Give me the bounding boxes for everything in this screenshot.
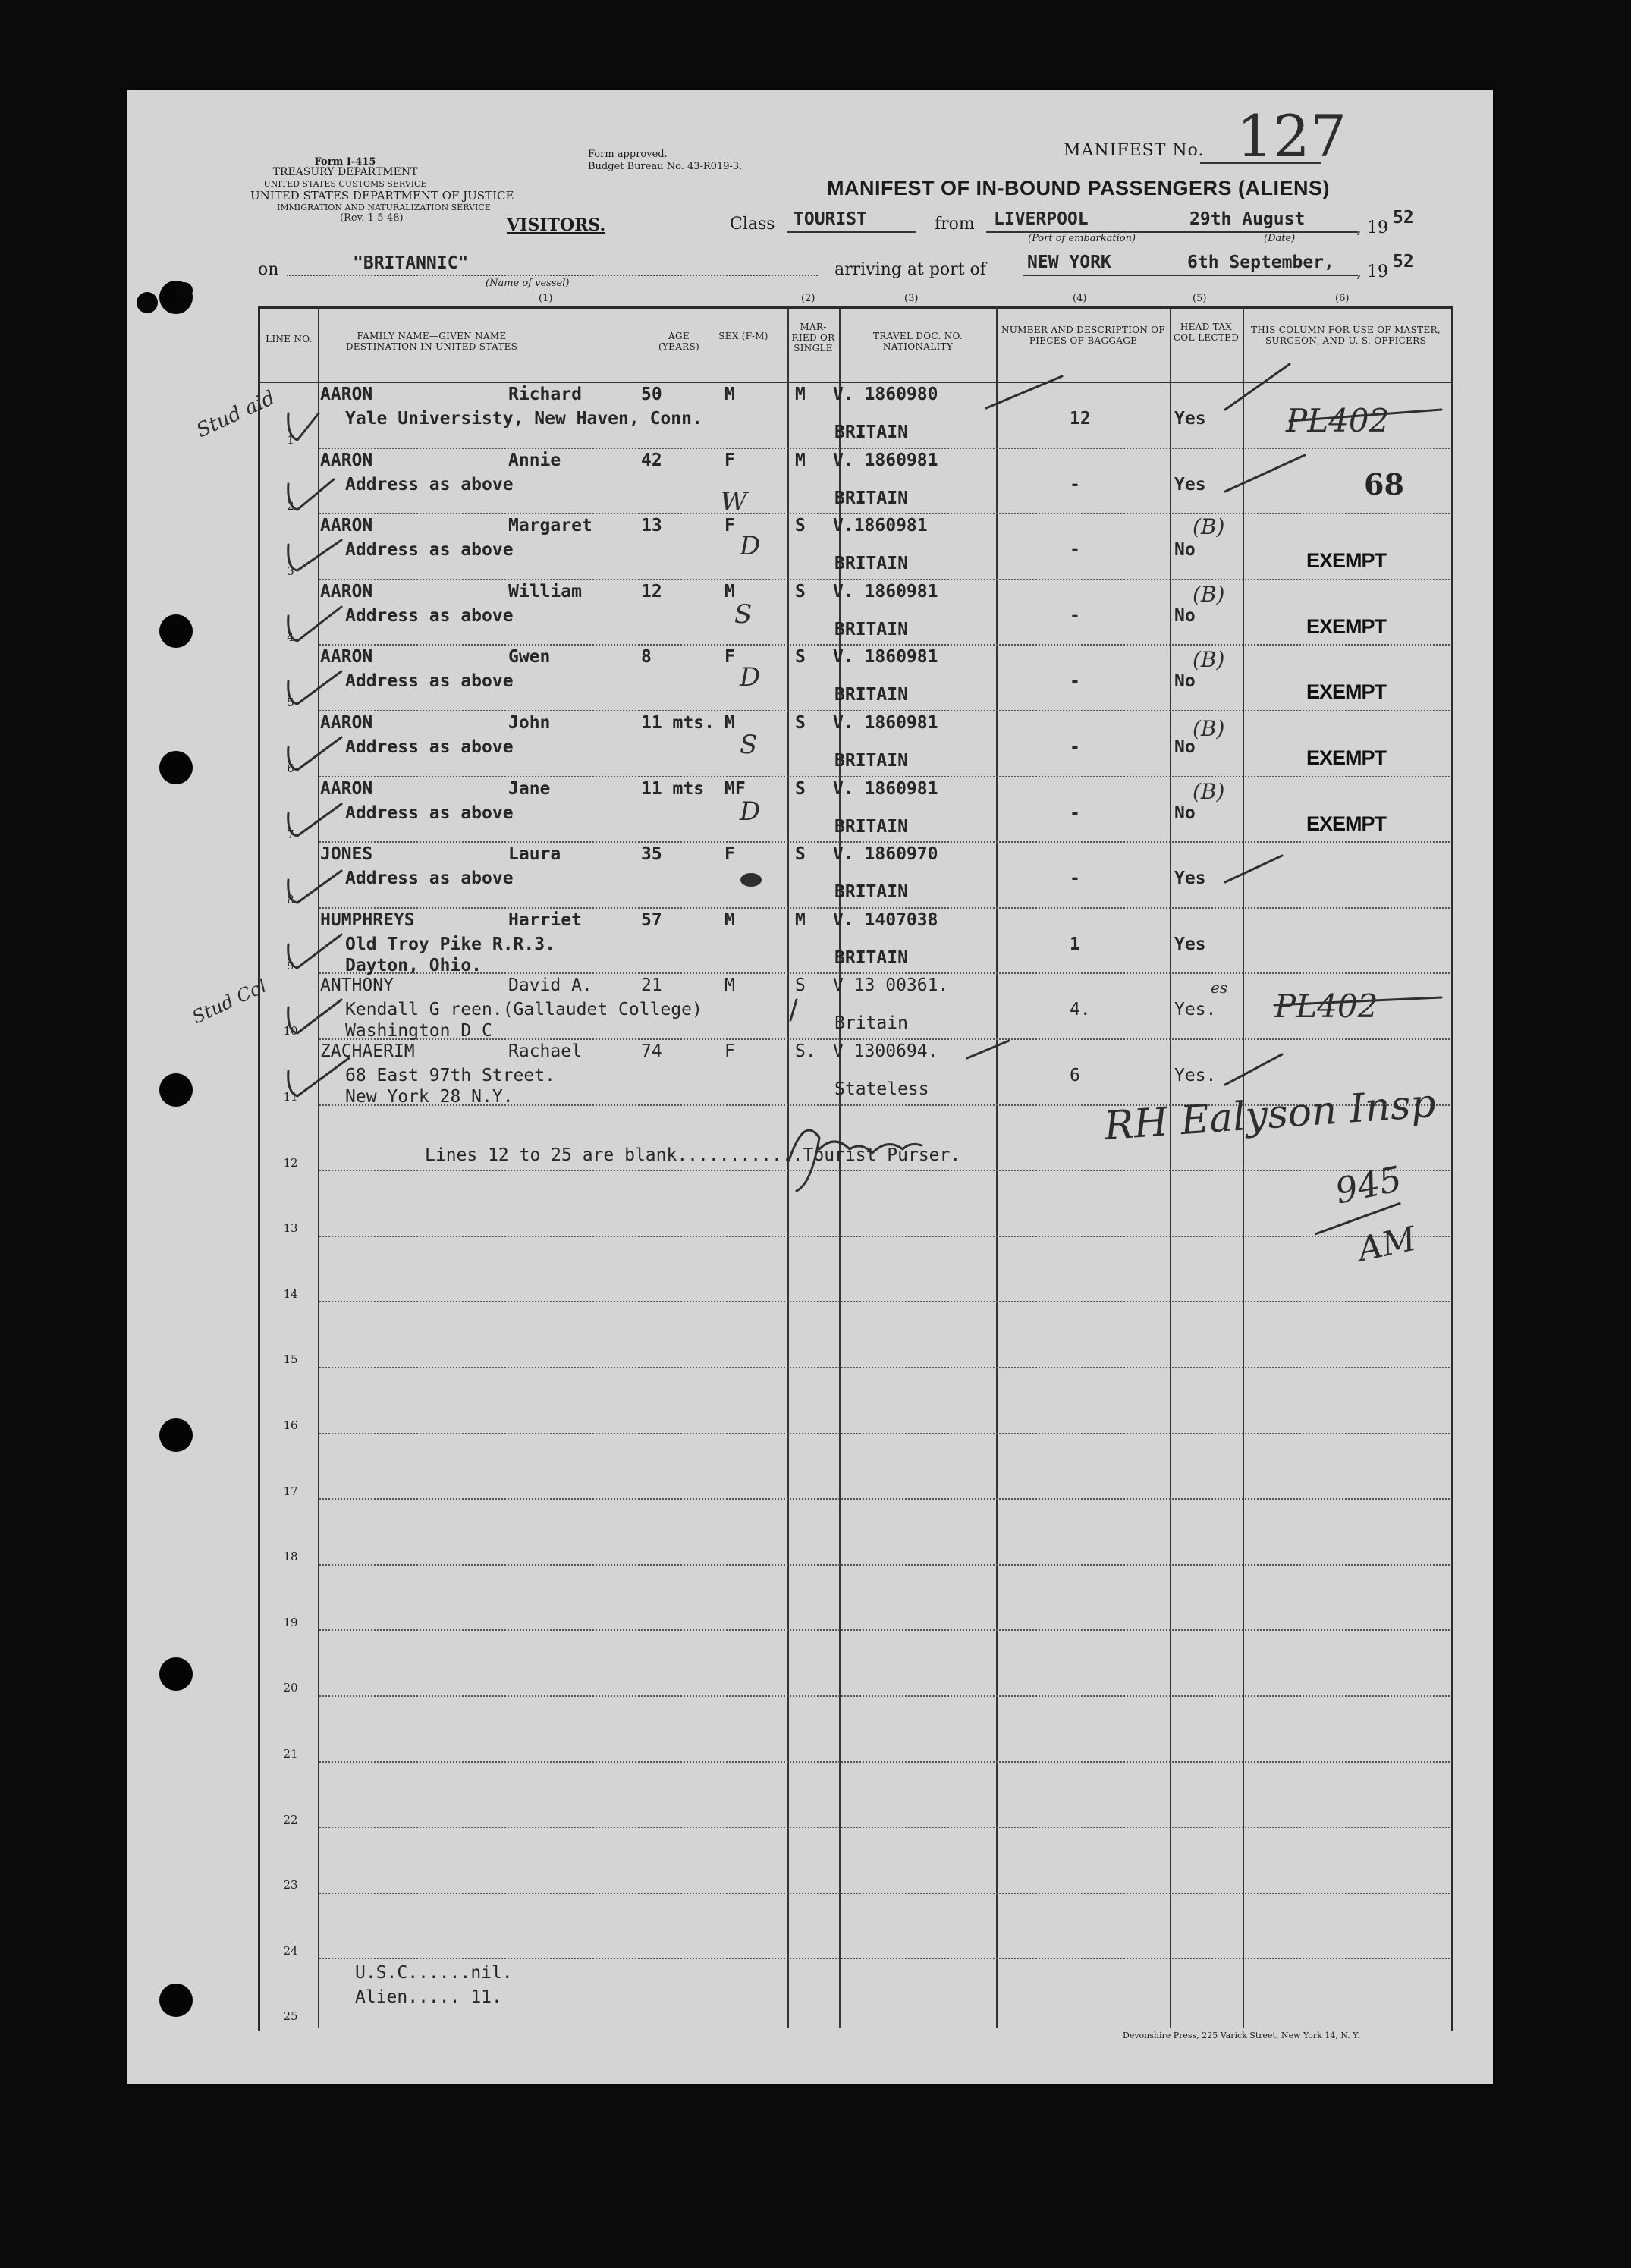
officer-remark: EXEMPT: [1306, 614, 1387, 638]
purser-signature: [789, 1130, 922, 1191]
line-number: 20: [283, 1681, 298, 1695]
baggage-count: -: [1070, 605, 1080, 626]
vessel-name: "BRITANNIC": [353, 253, 469, 273]
head-tax: No: [1174, 671, 1196, 692]
header-age: AGE (YEARS): [658, 331, 700, 352]
tick-stroke: [1225, 1054, 1282, 1085]
head-tax: Yes.: [1174, 1066, 1217, 1085]
header-baggage: NUMBER AND DESCRIPTION OF PIECES OF BAGGAGE: [1001, 325, 1166, 346]
head-tax: Yes.: [1174, 1000, 1217, 1020]
line-number: 22: [283, 1813, 298, 1827]
form-revision: (Rev. 1-5-48): [340, 212, 404, 224]
destination-line-1: Address as above: [345, 671, 514, 692]
head-tax: No: [1174, 803, 1196, 823]
given-name: Richard: [508, 385, 582, 404]
ink-blot: [740, 873, 762, 887]
header-married: MAR-RIED OR SINGLE: [791, 322, 835, 353]
line-number: 21: [283, 1747, 298, 1761]
family-name: AARON: [320, 581, 373, 602]
head-tax: No: [1174, 540, 1196, 561]
port-caption: (Port of embarkation): [1028, 233, 1136, 244]
age: 42: [641, 450, 662, 470]
tick-stroke: [1225, 856, 1282, 882]
justice-dept: UNITED STATES DEPARTMENT OF JUSTICE: [250, 189, 514, 203]
travel-doc-number: V. 1860970: [833, 844, 938, 865]
family-name: AARON: [320, 778, 373, 799]
travel-doc-number: V 13 00361.: [833, 975, 949, 996]
given-name: William: [508, 581, 582, 602]
time-note-bottom: AM: [1354, 1219, 1420, 1270]
family-name: AARON: [320, 516, 373, 536]
arriving-label: arriving at port of: [834, 260, 986, 279]
hand-w: W: [721, 487, 747, 517]
sex: F: [724, 450, 735, 470]
baggage-count: -: [1070, 474, 1080, 495]
nationality: Britain: [834, 1013, 908, 1034]
baggage-count: -: [1070, 671, 1080, 692]
given-name: Harriet: [508, 909, 582, 930]
age: 35: [641, 844, 662, 865]
travel-doc-number: V. 1860981: [833, 778, 938, 799]
marital-status: S.: [795, 1041, 816, 1061]
departure-year: 52: [1393, 208, 1414, 228]
tick-stroke: [986, 376, 1062, 408]
sex: F: [724, 647, 735, 668]
line-number: 1: [287, 433, 294, 447]
from-value: LIVERPOOL: [994, 209, 1089, 229]
check-mark: [288, 1000, 341, 1033]
check-mark: [288, 1058, 349, 1096]
sex: F: [724, 844, 735, 865]
arrival-year: 52: [1393, 252, 1414, 272]
departure-date: 29th August: [1189, 209, 1306, 229]
age: 57: [641, 909, 662, 930]
destination-line-1: Yale Universisty, New Haven, Conn.: [345, 409, 702, 429]
family-name: HUMPHREYS: [320, 909, 415, 930]
given-name: Gwen: [508, 647, 551, 668]
destination-line-1: Kendall G reen.(Gallaudet College): [345, 1000, 702, 1020]
travel-doc-number: V. 1860981: [833, 713, 938, 733]
line-number: 16: [283, 1418, 298, 1432]
family-name: ZACHAERIM: [320, 1041, 415, 1061]
nationality: BRITAIN: [834, 947, 908, 968]
given-name: Laura: [508, 844, 561, 865]
nationality: BRITAIN: [834, 882, 908, 903]
destination-line-2: Dayton, Ohio.: [345, 955, 482, 975]
sex: M: [724, 581, 735, 602]
given-name: John: [508, 713, 551, 733]
nationality: Stateless: [834, 1079, 929, 1099]
form-number: Form I-415: [314, 156, 376, 168]
arrival-date: 6th September,: [1187, 253, 1334, 272]
date-caption: (Date): [1264, 233, 1296, 244]
officer-remark: EXEMPT: [1306, 680, 1387, 704]
given-name: Jane: [508, 778, 551, 799]
time-note-top: 945: [1331, 1158, 1406, 1212]
travel-doc-number: V.1860981: [833, 516, 928, 536]
check-mark: [288, 607, 341, 641]
hand-b-4: (B): [1193, 716, 1225, 741]
line-number: 4: [287, 630, 294, 644]
nationality: BRITAIN: [834, 423, 908, 442]
header-travel-doc: TRAVEL DOC. NO. NATIONALITY: [872, 331, 963, 352]
marital-status: M: [795, 385, 806, 404]
destination-line-1: 68 East 97th Street.: [345, 1066, 555, 1085]
hand-b-2: (B): [1193, 582, 1225, 607]
age: 13: [641, 516, 662, 536]
family-name: ANTHONY: [320, 975, 394, 996]
baggage-count: -: [1070, 737, 1080, 757]
col-num-6: (6): [1335, 293, 1350, 304]
manifest-number: 127: [1237, 102, 1347, 170]
line-number: 8: [287, 893, 294, 906]
sex: M: [724, 385, 735, 404]
line-number: 9: [287, 959, 294, 972]
hand-d-1: D: [740, 531, 761, 561]
col-num-5: (5): [1193, 293, 1207, 304]
sex: F: [724, 1041, 735, 1061]
printer-imprint: Devonshire Press, 225 Varick Street, New York 14, N. Y.: [1123, 2031, 1360, 2040]
destination-line-1: Address as above: [345, 803, 514, 823]
given-name: Margaret: [508, 516, 592, 536]
tick-stroke: [1225, 364, 1290, 410]
baggage-count: -: [1070, 803, 1080, 823]
paren-mark: [790, 1000, 797, 1020]
manifest-title: MANIFEST OF IN-BOUND PASSENGERS (ALIENS): [827, 177, 1331, 199]
vessel-caption: (Name of vessel): [486, 278, 570, 289]
year-prefix: , 19: [1356, 218, 1388, 237]
hand-d-2: D: [740, 662, 761, 693]
header-sex: SEX (F-M): [718, 331, 768, 341]
line-number: 17: [283, 1484, 298, 1498]
col-num-1: (1): [539, 293, 553, 304]
pl402-stamp-2: PL402: [1274, 988, 1378, 1025]
baggage-count: 1: [1070, 934, 1080, 954]
line-number: 7: [287, 828, 294, 841]
marital-status: S: [795, 647, 806, 668]
line-number: 10: [283, 1024, 298, 1038]
class-label: Class: [730, 215, 775, 234]
tick-stroke: [1290, 410, 1441, 421]
baggage-count: -: [1070, 869, 1080, 889]
line-number: 15: [283, 1352, 298, 1366]
from-label: from: [935, 215, 975, 234]
hand-b-3: (B): [1193, 647, 1225, 672]
line-number: 14: [283, 1287, 298, 1301]
destination-line-2: Washington D C: [345, 1021, 492, 1041]
hand-b-5: (B): [1193, 779, 1225, 804]
age: 50: [641, 385, 662, 404]
baggage-count: 12: [1070, 409, 1091, 429]
hand-es: es: [1211, 979, 1228, 997]
header-officers: THIS COLUMN FOR USE OF MASTER, SURGEON, AND U. S. OFFICERS: [1251, 325, 1441, 346]
line-number: 18: [283, 1550, 298, 1563]
form-approved: Form approved.: [588, 149, 668, 160]
visitors-label: VISITORS.: [507, 215, 606, 235]
check-mark: [288, 871, 341, 903]
sex: M: [724, 975, 735, 996]
tick-stroke: [1225, 455, 1305, 492]
officer-remark: EXEMPT: [1306, 812, 1387, 835]
head-tax: Yes: [1174, 474, 1206, 495]
col-num-3: (3): [904, 293, 919, 304]
travel-doc-number: V. 1860981: [833, 581, 938, 602]
stud-aid-note: Stud aid: [193, 386, 279, 443]
baggage-count: 6: [1070, 1066, 1080, 1085]
marital-status: S: [795, 516, 806, 536]
header-name: FAMILY NAME—GIVEN NAME DESTINATION IN UNITED STATES: [345, 331, 518, 352]
line-number: 11: [283, 1090, 298, 1104]
travel-doc-number: V. 1860980: [833, 385, 938, 404]
officer-remark: EXEMPT: [1306, 549, 1387, 573]
nationality: BRITAIN: [834, 554, 908, 574]
marital-status: M: [795, 450, 806, 470]
nationality: BRITAIN: [834, 816, 908, 837]
destination-line-1: Old Troy Pike R.R.3.: [345, 934, 555, 954]
head-tax: Yes: [1174, 409, 1206, 429]
destination-line-2: New York 28 N.Y.: [345, 1087, 514, 1107]
age: 74: [641, 1041, 662, 1061]
budget-bureau: Budget Bureau No. 43-R019-3.: [588, 161, 743, 172]
hand-s-2: S: [740, 730, 758, 760]
check-mark: [288, 737, 341, 770]
check-mark: [288, 413, 319, 440]
line-number: 25: [283, 2009, 298, 2023]
age: 21: [641, 975, 662, 996]
officer-remark: EXEMPT: [1306, 746, 1387, 769]
line-number: 24: [283, 1944, 298, 1958]
family-name: AARON: [320, 647, 373, 668]
sex: M: [724, 713, 735, 733]
on-label: on: [258, 260, 279, 279]
year-prefix-2: , 19: [1356, 262, 1388, 281]
age: 8: [641, 647, 652, 668]
given-name: Annie: [508, 450, 561, 470]
line-number: 2: [287, 499, 294, 513]
marital-status: S: [795, 581, 806, 602]
line-number: 3: [287, 564, 294, 578]
destination-line-1: Address as above: [345, 605, 514, 626]
line-number: 23: [283, 1878, 298, 1892]
header-line-no: LINE NO.: [266, 334, 313, 344]
manifest-number-label: MANIFEST No.: [1064, 141, 1205, 160]
check-mark: [288, 935, 341, 968]
alien-total: Alien..... 11.: [355, 1987, 502, 2007]
line-number: 6: [287, 762, 294, 775]
check-mark: [288, 671, 341, 704]
age: 11 mts.: [641, 713, 715, 733]
family-name: AARON: [320, 713, 373, 733]
nationality: BRITAIN: [834, 751, 908, 771]
line-number: 19: [283, 1616, 298, 1629]
treasury-dept: TREASURY DEPARTMENT: [272, 166, 418, 178]
baggage-count: 4.: [1070, 1000, 1091, 1020]
sex: M: [724, 909, 735, 930]
hand-s-1: S: [734, 599, 753, 630]
marital-status: S: [795, 778, 806, 799]
age: 12: [641, 581, 662, 602]
family-name: AARON: [320, 385, 373, 404]
destination-line-1: Address as above: [345, 869, 514, 889]
given-name: David A.: [508, 975, 592, 996]
head-tax: No: [1174, 737, 1196, 757]
line-number: 13: [283, 1221, 298, 1235]
pl402-stamp-1: PL402: [1286, 402, 1390, 439]
blank-lines-note: Lines 12 to 25 are blank............Tourist Purser.: [425, 1145, 961, 1165]
marital-status: S: [795, 844, 806, 865]
travel-doc-number: V. 1860981: [833, 450, 938, 470]
destination-line-1: Address as above: [345, 737, 514, 757]
class-value: TOURIST: [794, 209, 867, 229]
head-tax: Yes: [1174, 869, 1206, 889]
check-mark: [288, 804, 341, 836]
head-tax: No: [1174, 605, 1196, 626]
stud-col-note: Stud Col: [188, 975, 270, 1029]
customs-service: UNITED STATES CUSTOMS SERVICE: [263, 179, 427, 189]
arrival-port: NEW YORK: [1027, 253, 1111, 272]
line-number: 12: [283, 1156, 298, 1170]
hand-b-1: (B): [1193, 514, 1225, 539]
check-mark: [288, 540, 341, 570]
baggage-count: -: [1070, 540, 1080, 561]
col-num-2: (2): [801, 293, 816, 304]
travel-doc-number: V. 1407038: [833, 909, 938, 930]
line-number: 5: [287, 696, 294, 709]
sex: F: [724, 516, 735, 536]
head-tax: Yes: [1174, 934, 1206, 954]
travel-doc-number: V. 1860981: [833, 647, 938, 668]
family-name: AARON: [320, 450, 373, 470]
destination-line-1: Address as above: [345, 474, 514, 495]
inspector-signature: RH Ealyson Insp: [1102, 1080, 1438, 1150]
family-name: JONES: [320, 844, 373, 865]
marital-status: S: [795, 713, 806, 733]
check-mark: [288, 479, 334, 510]
col-num-4: (4): [1073, 293, 1087, 304]
hand-d-3: D: [740, 796, 761, 827]
travel-doc-number: V 1300694.: [833, 1041, 938, 1061]
tick-stroke: [967, 1041, 1009, 1058]
nationality: BRITAIN: [834, 619, 908, 639]
destination-line-1: Address as above: [345, 540, 514, 561]
header-head-tax: HEAD TAX COL-LECTED: [1173, 322, 1240, 343]
ins-service: IMMIGRATION AND NATURALIZATION SERVICE: [277, 203, 491, 212]
marital-status: S: [795, 975, 806, 996]
nationality: BRITAIN: [834, 488, 908, 508]
sex: MF: [724, 778, 746, 799]
officer-remark: 68: [1364, 466, 1404, 501]
marital-status: M: [795, 909, 806, 930]
age: 11 mts: [641, 778, 705, 799]
usc-total: U.S.C......nil.: [355, 1963, 513, 1983]
nationality: BRITAIN: [834, 685, 908, 705]
given-name: Rachael: [508, 1041, 582, 1061]
tick-stroke: [1274, 997, 1441, 1005]
